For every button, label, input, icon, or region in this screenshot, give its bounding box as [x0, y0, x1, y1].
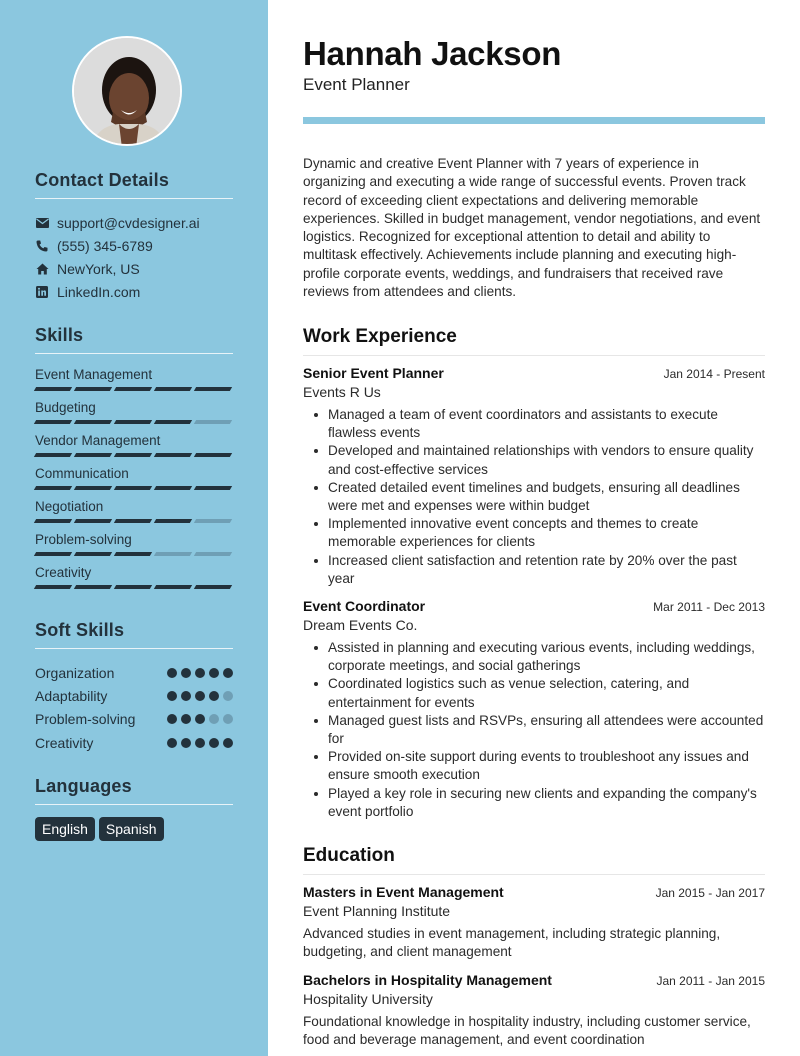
skill-level-segment	[194, 420, 232, 424]
contact-linkedin-text: LinkedIn.com	[57, 283, 141, 300]
languages-list	[35, 817, 233, 841]
contact-email[interactable]	[35, 211, 233, 234]
job-bullet: Implemented innovative event concepts and themes to create memorable experiences for clients	[303, 515, 765, 551]
soft-skill-name: Creativity	[35, 734, 94, 751]
skill-name: Problem-solving	[35, 532, 132, 547]
skill-level-segment	[114, 552, 152, 556]
job-bullets	[303, 406, 765, 588]
skill-item	[35, 531, 233, 556]
soft-skill-level-dot	[181, 738, 191, 748]
soft-skills-heading: Soft Skills	[35, 620, 233, 649]
soft-skill-level-dot	[223, 668, 233, 678]
skill-level-segment	[74, 420, 112, 424]
soft-skill-level-dot	[195, 691, 205, 701]
language-tag: Spanish	[99, 817, 164, 841]
skill-level-segment	[154, 420, 192, 424]
skill-name: Vendor Management	[35, 433, 161, 448]
skill-level-bars	[35, 486, 233, 490]
skill-name: Creativity	[35, 565, 92, 580]
skill-level-segment	[34, 519, 72, 523]
skill-level-bars	[35, 585, 233, 589]
soft-skill-level-dot	[167, 714, 177, 724]
soft-skill-level-dot	[181, 668, 191, 678]
avatar	[72, 36, 182, 146]
soft-skill-item	[35, 684, 233, 707]
skill-item	[35, 432, 233, 457]
linkedin-icon	[35, 285, 49, 299]
job-bullet: Coordinated logistics such as venue selection, catering, and entertainment for events	[303, 675, 765, 711]
skills-list	[35, 366, 233, 589]
job-bullet: Developed and maintained relationships with vendors to ensure quality and cost-effective services	[303, 442, 765, 478]
soft-skill-level-dot	[223, 714, 233, 724]
soft-skills-section	[35, 620, 233, 754]
soft-skill-level-dot	[195, 714, 205, 724]
soft-skill-level-dot	[223, 691, 233, 701]
soft-skill-name: Adaptability	[35, 687, 108, 704]
skill-level-segment	[114, 585, 152, 589]
skill-level-segment	[34, 585, 72, 589]
soft-skill-name: Organization	[35, 664, 115, 681]
soft-skills-list	[35, 661, 233, 754]
contact-heading: Contact Details	[35, 170, 233, 199]
soft-skill-level-dots	[167, 691, 233, 701]
skill-level-segment	[114, 453, 152, 457]
degree-title: Masters in Event Management	[303, 884, 504, 900]
skill-level-bars	[35, 387, 233, 391]
soft-skill-level-dots	[167, 738, 233, 748]
soft-skill-level-dot	[223, 738, 233, 748]
summary-text: Dynamic and creative Event Planner with 7 years of experience in organizing and executing a wide range of successful events. Proven track record of exceeding client expectations and delivering memorable experiences. Skilled in budget management, vendor negotiations, and event logistics. Recognized for exceptional attention to detail and ability to multitask effectively. Achievements include planning and executing high-profile corporate events, weddings, and fundraisers that received rave reviews from attendees and clients.	[303, 156, 761, 300]
job-bullet: Played a key role in securing new clients and expanding the company's event portfolio	[303, 785, 765, 821]
skill-level-bars	[35, 552, 233, 556]
job-entry	[303, 365, 765, 588]
profile-photo	[74, 38, 182, 146]
skill-item	[35, 498, 233, 523]
soft-skill-level-dot	[209, 714, 219, 724]
job-entry	[303, 598, 765, 821]
job-date: Jan 2014 - Present	[663, 367, 765, 381]
contact-phone[interactable]	[35, 234, 233, 257]
skill-level-segment	[154, 453, 192, 457]
education-date: Jan 2015 - Jan 2017	[655, 886, 765, 900]
job-company: Dream Events Co.	[303, 617, 418, 633]
skill-level-segment	[194, 519, 232, 523]
skill-item	[35, 399, 233, 424]
skill-level-segment	[194, 387, 232, 391]
header-divider	[303, 117, 765, 124]
skills-section	[35, 325, 233, 597]
job-date: Mar 2011 - Dec 2013	[653, 600, 765, 614]
soft-skill-item	[35, 661, 233, 684]
soft-skill-level-dot	[195, 738, 205, 748]
job-bullet: Increased client satisfaction and retention rate by 20% over the past year	[303, 552, 765, 588]
school-name: Hospitality University	[303, 991, 433, 1007]
job-company: Events R Us	[303, 384, 381, 400]
candidate-name: Hannah Jackson	[303, 35, 562, 72]
job-bullet: Provided on-site support during events to troubleshoot any issues and ensure smooth execution	[303, 748, 765, 784]
skill-level-segment	[114, 387, 152, 391]
job-title: Senior Event Planner	[303, 365, 444, 381]
skills-heading: Skills	[35, 325, 233, 354]
skill-level-segment	[154, 552, 192, 556]
education-description: Advanced studies in event management, including strategic planning, budgeting, and client management	[303, 926, 721, 960]
job-bullet: Managed guest lists and RSVPs, ensuring all attendees were accounted for	[303, 712, 765, 748]
skill-name: Budgeting	[35, 400, 96, 415]
contact-phone-text: (555) 345-6789	[57, 237, 153, 254]
languages-section	[35, 776, 233, 841]
education-heading: Education	[303, 845, 765, 875]
job-bullet: Managed a team of event coordinators and assistants to execute flawless events	[303, 406, 765, 442]
school-name: Event Planning Institute	[303, 903, 451, 919]
education-entry	[303, 972, 765, 1050]
degree-title: Bachelors in Hospitality Management	[303, 972, 552, 988]
skill-item	[35, 465, 233, 490]
skill-level-segment	[74, 585, 112, 589]
skill-level-segment	[34, 387, 72, 391]
skill-item	[35, 366, 233, 391]
job-bullet: Assisted in planning and executing various events, including weddings, corporate meetings, and social gatherings	[303, 639, 765, 675]
contact-location-text: NewYork, US	[57, 260, 140, 277]
job-bullets	[303, 639, 765, 821]
education-date: Jan 2011 - Jan 2015	[656, 974, 765, 988]
soft-skill-level-dots	[167, 668, 233, 678]
skill-item	[35, 564, 233, 589]
skill-level-segment	[194, 486, 232, 490]
skill-level-segment	[74, 387, 112, 391]
skill-level-segment	[194, 585, 232, 589]
skill-name: Event Management	[35, 367, 153, 382]
skill-level-segment	[154, 486, 192, 490]
education-entry	[303, 884, 765, 962]
skill-name: Communication	[35, 466, 129, 481]
skill-level-segment	[74, 552, 112, 556]
skill-level-segment	[154, 387, 192, 391]
skill-level-segment	[114, 486, 152, 490]
soft-skill-level-dot	[167, 691, 177, 701]
skill-name: Negotiation	[35, 499, 104, 514]
soft-skill-level-dot	[181, 714, 191, 724]
soft-skill-level-dots	[167, 714, 233, 724]
job-bullet: Created detailed event timelines and budgets, ensuring all deadlines were met and expenses were within budget	[303, 479, 765, 515]
envelope-icon	[35, 216, 49, 230]
contact-linkedin[interactable]	[35, 280, 233, 303]
soft-skill-level-dot	[195, 668, 205, 678]
soft-skill-item	[35, 731, 233, 754]
home-icon	[35, 262, 49, 276]
sidebar	[0, 0, 268, 1056]
skill-level-segment	[34, 486, 72, 490]
skill-level-segment	[34, 420, 72, 424]
soft-skill-level-dot	[167, 668, 177, 678]
skill-level-bars	[35, 519, 233, 523]
job-title: Event Coordinator	[303, 598, 426, 614]
soft-skill-level-dot	[181, 691, 191, 701]
contact-email-text: support@cvdesigner.ai	[57, 214, 200, 231]
skill-level-bars	[35, 420, 233, 424]
phone-icon	[35, 239, 49, 253]
soft-skill-level-dot	[167, 738, 177, 748]
skill-level-segment	[114, 420, 152, 424]
soft-skill-item	[35, 708, 233, 731]
skill-level-segment	[114, 519, 152, 523]
skill-level-bars	[35, 453, 233, 457]
contact-section	[35, 170, 233, 303]
skill-level-segment	[194, 552, 232, 556]
soft-skill-name: Problem-solving	[35, 711, 136, 728]
skill-level-segment	[154, 519, 192, 523]
candidate-role: Event Planner	[303, 75, 410, 94]
education-description: Foundational knowledge in hospitality industry, including customer service, food and beverage management, and event coordination	[303, 1014, 751, 1048]
work-heading: Work Experience	[303, 326, 765, 356]
languages-heading: Languages	[35, 776, 233, 805]
skill-level-segment	[154, 585, 192, 589]
soft-skill-level-dot	[209, 691, 219, 701]
skill-level-segment	[74, 453, 112, 457]
contact-location	[35, 257, 233, 280]
soft-skill-level-dot	[209, 738, 219, 748]
skill-level-segment	[194, 453, 232, 457]
skill-level-segment	[74, 519, 112, 523]
skill-level-segment	[34, 552, 72, 556]
skill-level-segment	[74, 486, 112, 490]
soft-skill-level-dot	[209, 668, 219, 678]
language-tag: English	[35, 817, 95, 841]
skill-level-segment	[34, 453, 72, 457]
